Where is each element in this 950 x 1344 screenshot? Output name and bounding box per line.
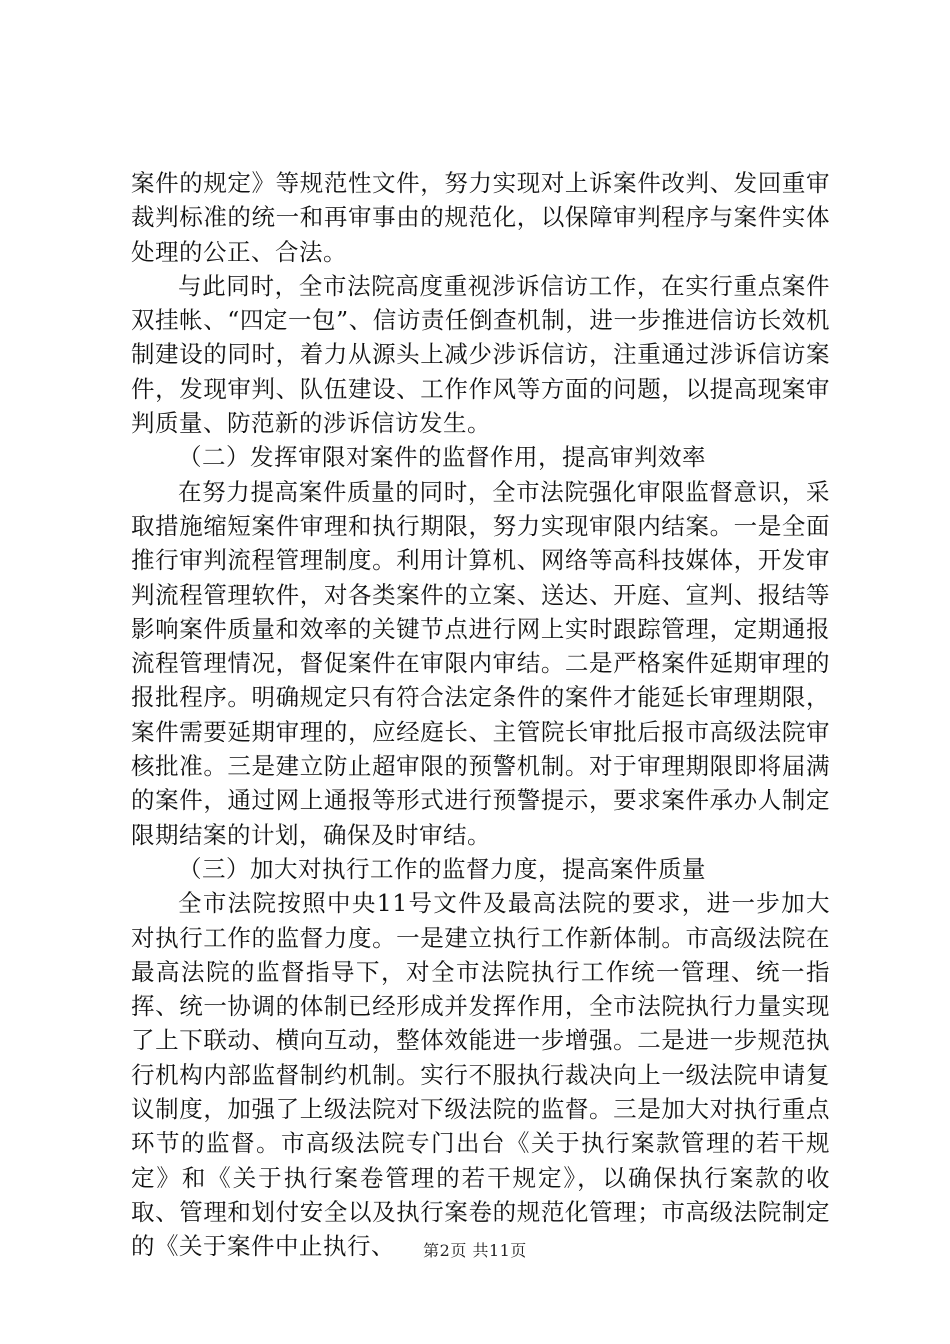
paragraph-petition-work: 与此同时，全市法院高度重视涉诉信访工作，在实行重点案件双挂帐、“四定一包”、信访责任倒查机制，进一步推进信访长效机制建设的同时，着力从源头上减少涉诉信访，注重通过涉诉信访案件，发现审判、队伍建设、工作作风等方面的问题，以提高现案审判质量、防范新的涉诉信访发生。 <box>131 271 830 438</box>
section-heading-2: （二）发挥审限对案件的监督作用，提高审判效率 <box>178 443 706 472</box>
document-body <box>131 166 830 1264</box>
paragraph-execution-supervision: 全市法院按照中央11号文件及最高法院的要求，进一步加大对执行工作的监督力度。一是建立执行工作新体制。市高级法院在最高法院的监督指导下，对全市法院执行工作统一管理、统一指挥、统一协调的体制已经形成并发挥作用，全市法院执行力量实现了上下联动、横向互动，整体效能进一步增强。二是进一步规范执行机构内部监督制约机制。实行不服执行裁决向上一级法院申请复议制度，加强了上级法院对下级法院的监督。三是加大对执行重点环节的监督。市高级法院专门出台《关于执行案款管理的若干规定》和《关于执行案卷管理的若干规定》，以确保执行案款的收取、管理和划付安全以及执行案卷的规范化管理；市高级法院制定的《关于案件中止执行、 <box>131 889 830 1261</box>
page-footer: 第2页 共11页 <box>423 1241 527 1260</box>
paragraph-continuation: 案件的规定》等规范性文件，努力实现对上诉案件改判、发回重审裁判标准的统一和再审事由的规范化，以保障审判程序与案件实体处理的公正、合法。 <box>131 169 830 266</box>
paragraph-trial-time-limit: 在努力提高案件质量的同时，全市法院强化审限监督意识，采取措施缩短案件审理和执行期限，努力实现审限内结案。一是全面推行审判流程管理制度。利用计算机、网络等高科技媒体，开发审判流程管理软件，对各类案件的立案、送达、开庭、宣判、报结等影响案件质量和效率的关键节点进行网上实时跟踪管理，定期通报流程管理情况，督促案件在审限内审结。二是严格案件延期审理的报批程序。明确规定只有符合法定条件的案件才能延长审理期限，案件需要延期审理的，应经庭长、主管院长审批后报市高级法院审核批准。三是建立防止超审限的预警机制。对于审理期限即将届满的案件，通过网上通报等形式进行预警提示，要求案件承办人制定限期结案的计划，确保及时审结。 <box>131 477 830 849</box>
section-heading-3: （三）加大对执行工作的监督力度，提高案件质量 <box>178 854 706 883</box>
